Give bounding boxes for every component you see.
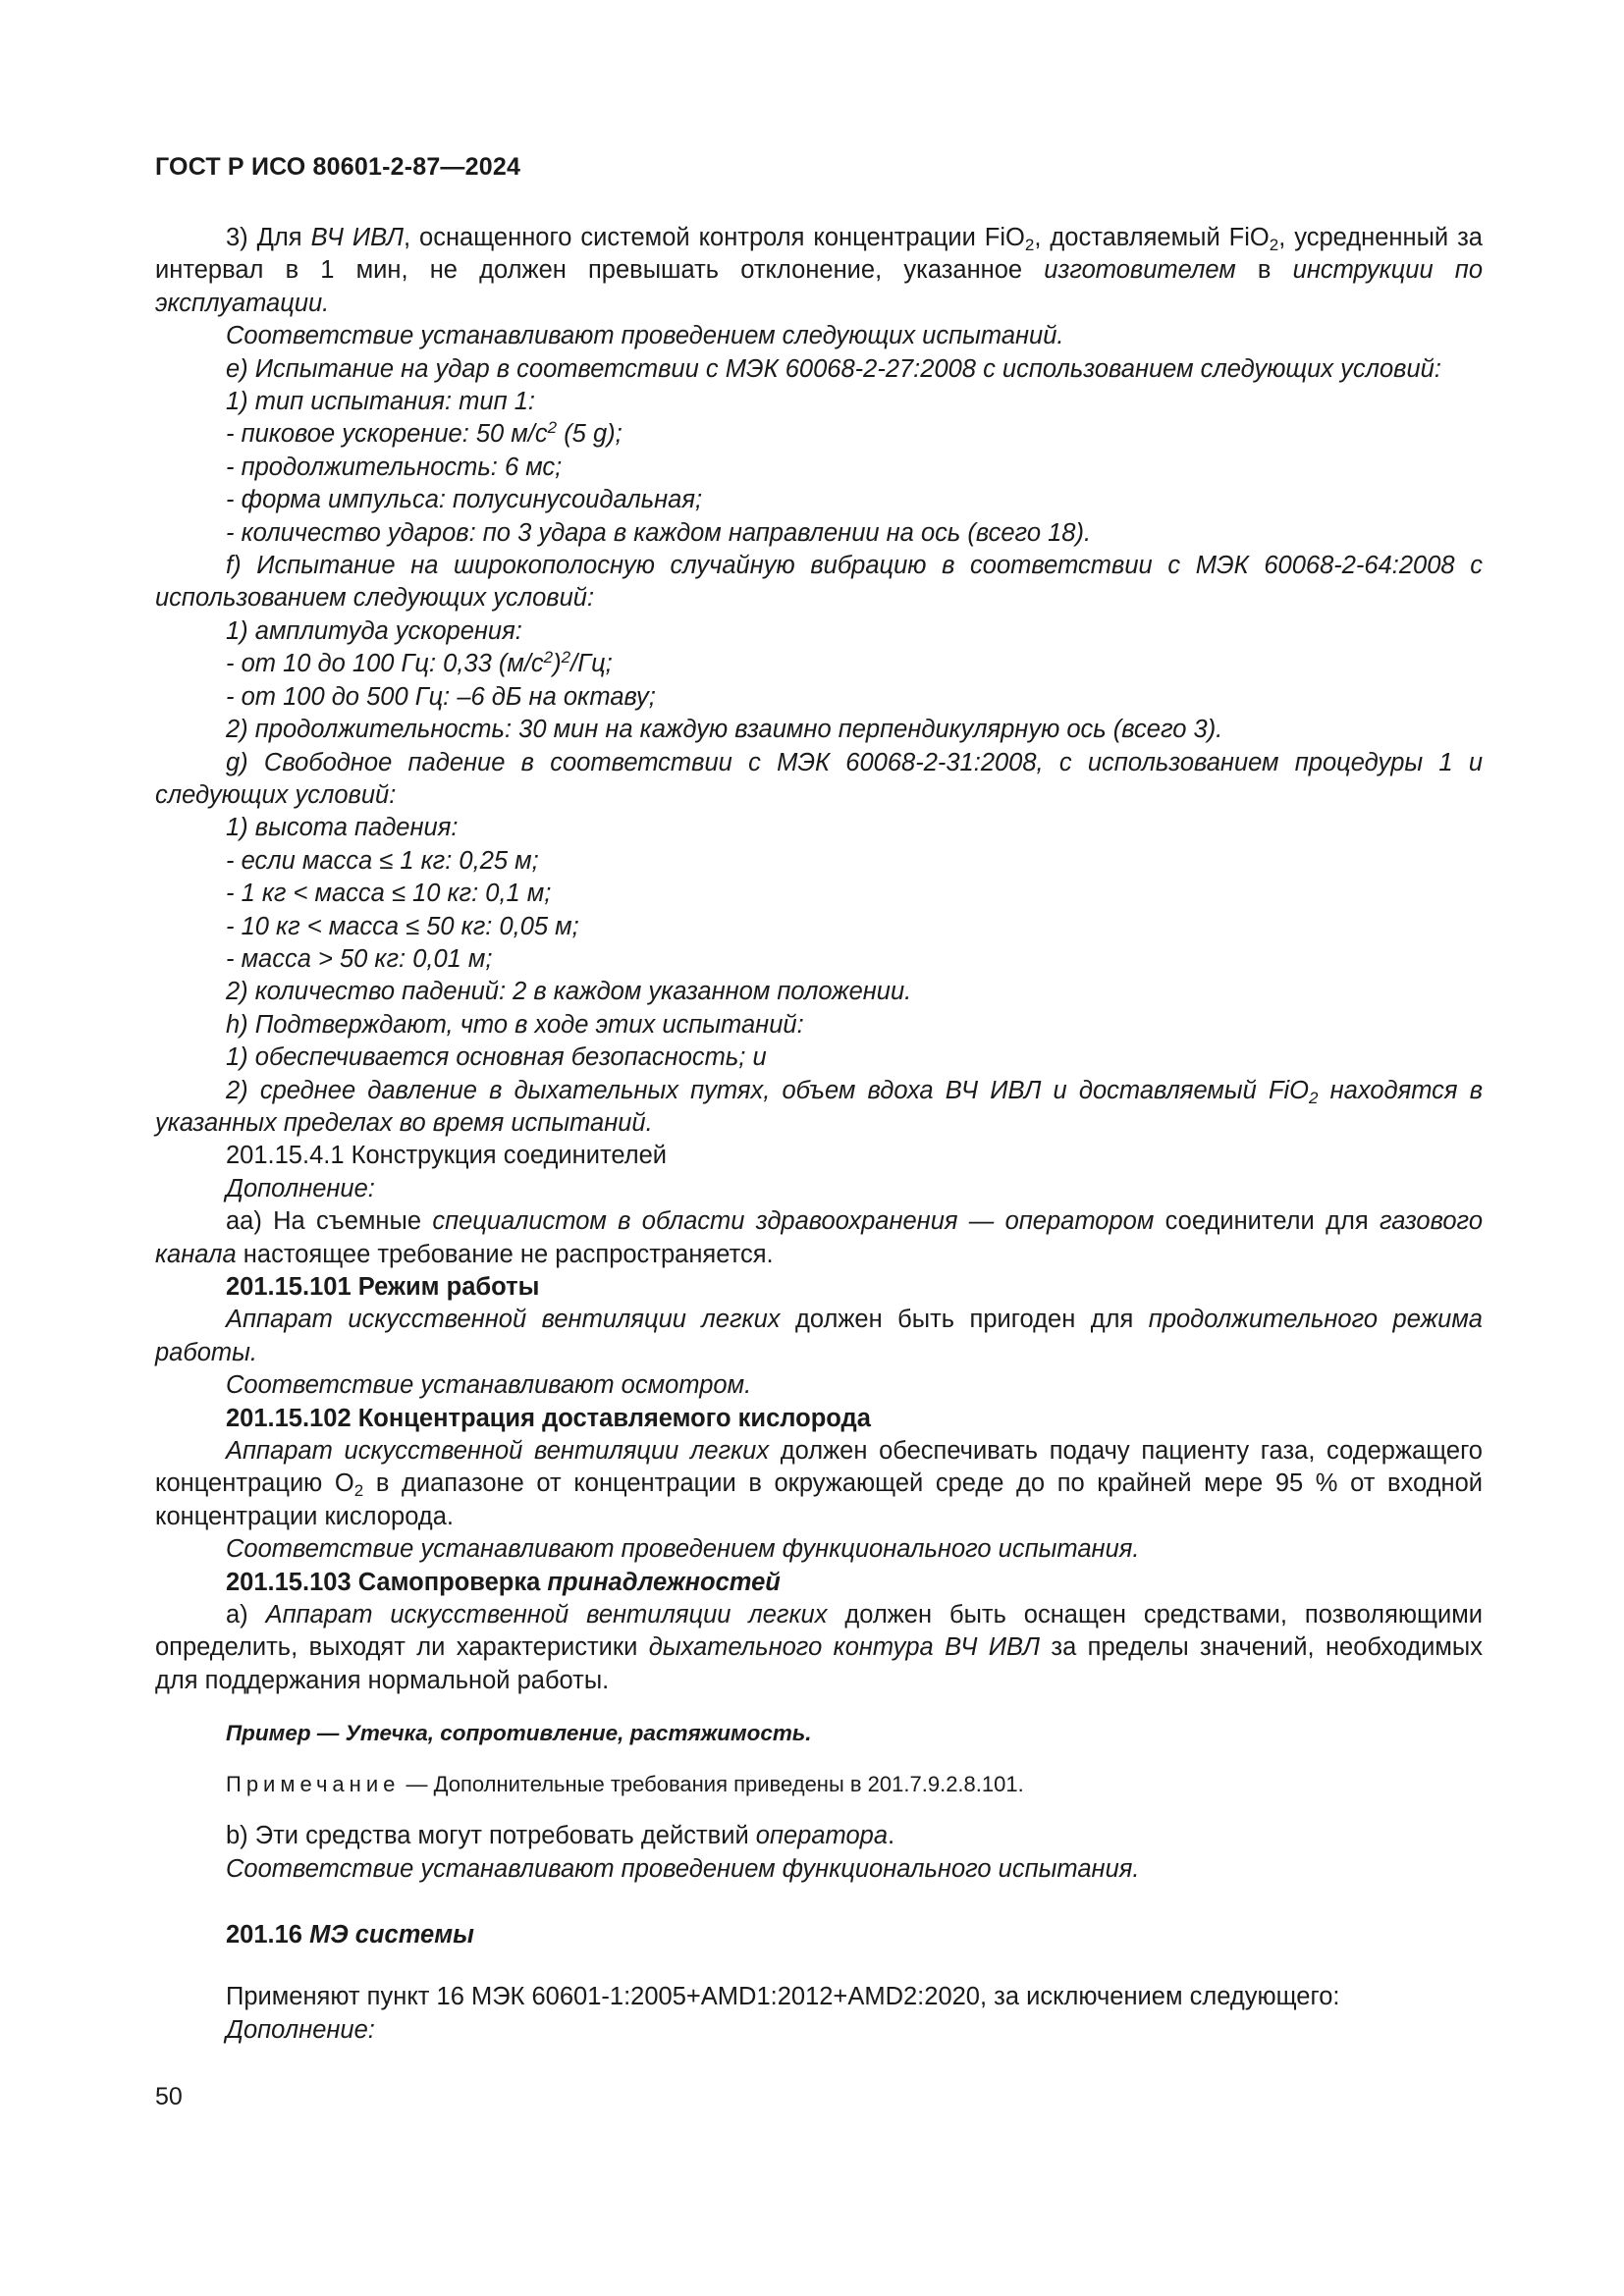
list-item: - от 10 до 100 Гц: 0,33 $(м/с^2)^2/Гц$;: [226, 648, 613, 678]
test-item-h: h) Подтверждают, что в ходе этих испытаний:: [226, 1010, 804, 1039]
compliance-statement: Соответствие устанавливают проведением функционального испытания.: [226, 1535, 1140, 1564]
note-text: Примечание — Дополнительные требования приведены в 201.7.9.2.8.101.: [226, 1771, 1024, 1796]
paragraph: b) Эти средства могут потребовать действий оператора.: [226, 1822, 895, 1850]
paragraph: аа) На съемные специалистом в области здравоохранения — оператором соединители для газового канала настоящее требование не распространяется.: [155, 1207, 1484, 1268]
list-item: - пиковое ускорение: 50 $м/с^2$ (5 g);: [226, 418, 623, 449]
section-heading: 201.16 МЭ системы: [226, 1920, 474, 1949]
list-item: 1) тип испытания: тип 1:: [226, 388, 535, 416]
list-item: 1) амплитуда ускорения:: [226, 616, 522, 645]
section-heading: 201.15.101 Режим работы: [226, 1273, 540, 1301]
list-item: 2) среднее давление в дыхательных путях, объем вдоха ВЧ ИВЛ и доставляемый FiO$_2$ находятся в указанных пределах во время испытаний.: [155, 1076, 1483, 1137]
paragraph: Применяют пункт 16 МЭК 60601-1:2005+AMD1:2012+AMD2:2020, за исключением следующего:: [226, 1983, 1340, 2011]
list-item: - если масса ≤ 1 кг: 0,25 м;: [226, 846, 539, 875]
list-item: - форма импульса: полусинусоидальная;: [226, 486, 703, 514]
paragraph: Аппарат искусственной вентиляции легких должен обеспечивать подачу пациенту газа, содержащего концентрацию $O_2$ в диапазоне от концентрации в окружающей среде до по крайней мере 95 % от входной концентрации кислорода.: [155, 1437, 1483, 1530]
list-item: - продолжительность: 6 мс;: [226, 453, 563, 481]
test-item-e: е) Испытание на удар в соответствии с МЭК 60068-2-27:2008 с использованием следующих условий:: [226, 354, 1441, 383]
paragraph: Аппарат искусственной вентиляции легких должен быть пригоден для продолжительного режима работы.: [155, 1306, 1483, 1366]
list-item: - количество ударов: по 3 удара в каждом направлении на ось (всего 18).: [226, 518, 1092, 547]
compliance-statement: Соответствие устанавливают осмотром.: [226, 1371, 752, 1400]
page-number: 50: [155, 2083, 183, 2110]
list-item: 2) продолжительность: 30 мин на каждую взаимно перпендикулярную ось (всего 3).: [226, 716, 1223, 744]
test-item-g: g) Свободное падение в соответствии с МЭК 60068-2-31:2008, с использованием процедуры 1 и следующих условий:: [155, 748, 1483, 809]
list-item: - масса > 50 кг: 0,01 м;: [226, 944, 493, 973]
list-item: - от 100 до 500 Гц: –6 дБ на октаву;: [226, 682, 656, 711]
test-item-f: f) Испытание на широкополосную случайную вибрацию в соответствии с МЭК 60068-2-64:2008 с использованием следующих условий:: [155, 552, 1483, 613]
list-item: 1) обеспечивается основная безопасность; и: [226, 1043, 767, 1072]
list-item: - 10 кг < масса ≤ 50 кг: 0,05 м;: [226, 912, 579, 940]
document-header: ГОСТ Р ИСО 80601-2-87—2024: [155, 153, 521, 181]
list-item: 1) высота падения:: [226, 814, 459, 842]
list-item: - 1 кг < масса ≤ 10 кг: 0,1 м;: [226, 880, 552, 908]
amendment-label: Дополнение:: [226, 1174, 375, 1202]
compliance-statement: Соответствие устанавливают проведением функционального испытания.: [226, 1854, 1140, 1883]
section-heading: 201.15.103 Самопроверка принадлежностей: [226, 1568, 781, 1596]
paragraph: а) Аппарат искусственной вентиляции легких должен быть оснащен средствами, позволяющими определить, выходят ли характеристики дыхательного контура ВЧ ИВЛ за пределы значений, необходимых для поддержания нормальной работы.: [155, 1601, 1483, 1694]
section-heading: 201.15.102 Концентрация доставляемого кислорода: [226, 1404, 871, 1432]
paragraph: 3) Для ВЧ ИВЛ, оснащенного системой контроля концентрации FiO$_2$, доставляемый FiO$_2$, усредненный за интервал в 1 мин, не должен превышать отклонение, указанное изготовителем в инструкции по эксплуатации.: [155, 224, 1484, 317]
document-body: [155, 222, 1483, 2047]
list-item: 2) количество падений: 2 в каждом указанном положении.: [226, 978, 912, 1006]
clause-heading: 201.15.4.1 Конструкция соединителей: [226, 1142, 668, 1170]
compliance-statement: Соответствие устанавливают проведением следующих испытаний.: [226, 322, 1064, 350]
amendment-label: Дополнение:: [226, 2015, 375, 2044]
example-text: Пример — Утечка, сопротивление, растяжимость.: [226, 1721, 812, 1746]
